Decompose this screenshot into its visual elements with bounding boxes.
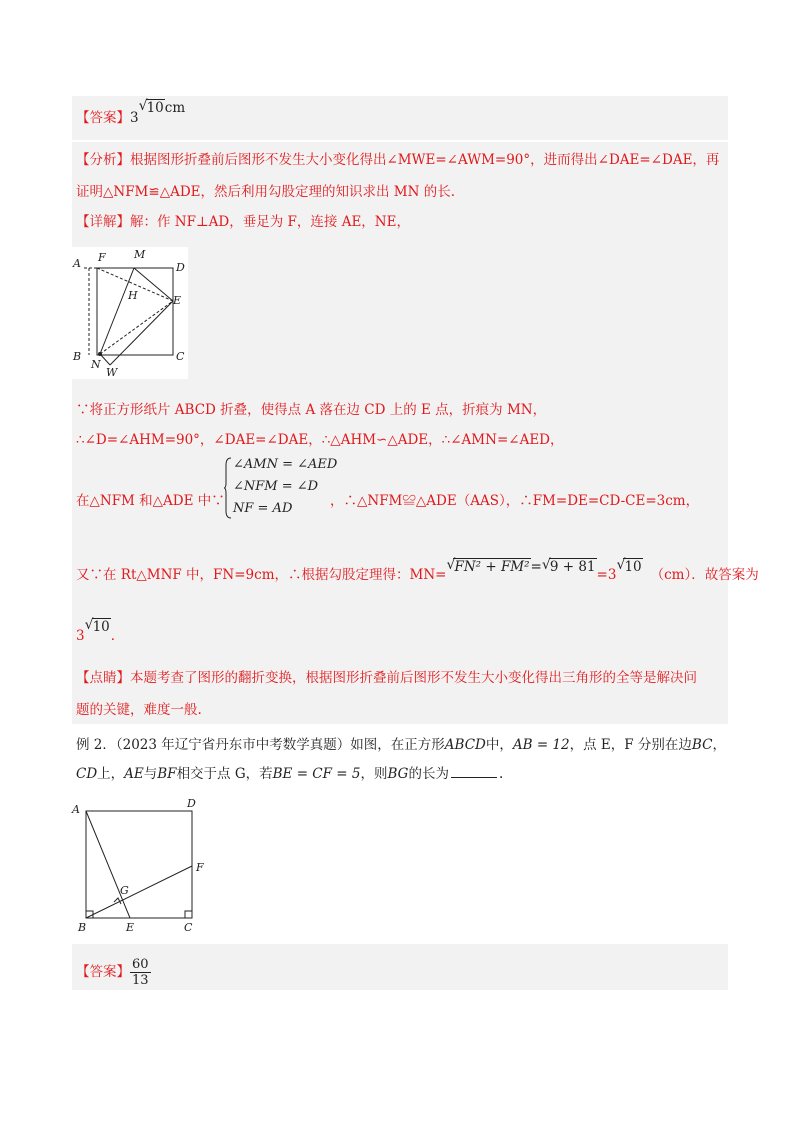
- answer-tag: 【答案】: [76, 110, 130, 126]
- answer1: [76, 100, 186, 128]
- segment-bf: [86, 866, 192, 918]
- fig1-label-b: B: [73, 350, 82, 363]
- fig1-label-w: W: [106, 366, 118, 379]
- detail-tag: 【详解】: [76, 214, 130, 230]
- square-abcd-2: [86, 811, 192, 918]
- fig1-label-f: F: [98, 251, 106, 264]
- answer1-unit: cm: [164, 100, 186, 116]
- fig1-label-h: H: [128, 289, 138, 302]
- step-2: ∴∠D=∠AHM=90°，∠DAE=∠DAE，∴△AHM∽△ADE，∴∠AMN=∠AED，: [76, 432, 564, 448]
- answer2-fraction: $\frac{60}{13}$: [132, 957, 149, 988]
- analysis-line1: 【分析】根据图形折叠前后图形不发生大小变化得出∠MWE=∠AWM=90°，进而得出∠DAE=∠DAE，再: [76, 152, 720, 168]
- radical-10-final: √ 10: [85, 617, 111, 637]
- answer1-radical: √ 10: [139, 98, 165, 118]
- fig2-label-f: F: [196, 861, 204, 874]
- example2-line2: CD上，AE与BF相交于点 G，若BE = CF = 5，则BG的长为 .: [76, 766, 504, 782]
- answer2-tag: 【答案】: [76, 964, 130, 980]
- fig2-label-e: E: [126, 921, 135, 934]
- system-eq-1: ∠AMN = ∠AED: [233, 457, 338, 472]
- analysis-tag: 【分析】: [76, 152, 130, 168]
- answer1-coef: 3: [130, 110, 139, 126]
- segment-ae: [86, 811, 130, 918]
- comment-line2: 题的关键，难度一般.: [76, 702, 202, 718]
- fig2-label-d: D: [187, 797, 196, 810]
- answer2-block: [72, 944, 728, 990]
- fig1-label-c: C: [176, 350, 185, 363]
- detail-line: 【详解】解：作 NF⊥AD，垂足为 F，连接 AE，NE，: [76, 214, 410, 230]
- radical-fn-fm: √ FN² + FM²: [446, 557, 530, 577]
- fold-figure: [72, 247, 188, 379]
- example2-line1: 例 2．（2023 年辽宁省丹东市中考数学真题）如图，在正方形ABCD中，AB = 12，点 E，F 分别在边BC，: [76, 737, 726, 753]
- answer-blank: [451, 765, 497, 778]
- step-1: ∵将正方形纸片 ABCD 折叠，使得点 A 落在边 CD 上的 E 点，折痕为 MN，: [76, 402, 547, 418]
- system-eq-2: ∠NFM = ∠D: [233, 479, 319, 494]
- comment-line1: 【点睛】本题考查了图形的翻折变换，根据图形折叠前后图形不发生大小变化得出三角形的全等是解决问: [76, 670, 697, 686]
- fig2-label-a: A: [72, 803, 80, 816]
- comment-tag: 【点睛】: [76, 670, 130, 686]
- step-5: 3√ 10．: [76, 626, 124, 646]
- answer2: [76, 957, 151, 988]
- fig1-label-e: E: [173, 294, 182, 307]
- analysis-line2: 证明△NFM≌△ADE，然后利用勾股定理的知识求出 MN 的长.: [76, 184, 456, 200]
- fig2-label-c: C: [184, 921, 193, 934]
- fig1-label-d: D: [176, 261, 185, 274]
- step-4: 又∵在 Rt△MNF 中，FN=9cm，∴根据勾股定理得：MN=√ FN² + FM²=√ 9 + 81=3√ 10 （cm）．故答案为: [76, 565, 759, 585]
- radical-9-81: √ 9 + 81: [542, 557, 597, 577]
- fig1-label-m: M: [134, 248, 146, 261]
- system-eq-3: NF = AD: [233, 501, 293, 516]
- square-figure: [70, 795, 210, 935]
- step-3: 在△NFM 和△ADE 中∵: [76, 493, 225, 509]
- brace-icon: [224, 457, 232, 519]
- fig2-label-b: B: [78, 921, 87, 934]
- radical-10: √ 10: [616, 557, 642, 577]
- fig1-label-a: A: [73, 257, 81, 270]
- step-3-result: ，∴△NFM≌△ADE（AAS），∴FM=DE=CD-CE=3cm，: [330, 493, 700, 509]
- fig1-label-n: N: [91, 358, 101, 371]
- fig2-label-g: G: [120, 884, 129, 897]
